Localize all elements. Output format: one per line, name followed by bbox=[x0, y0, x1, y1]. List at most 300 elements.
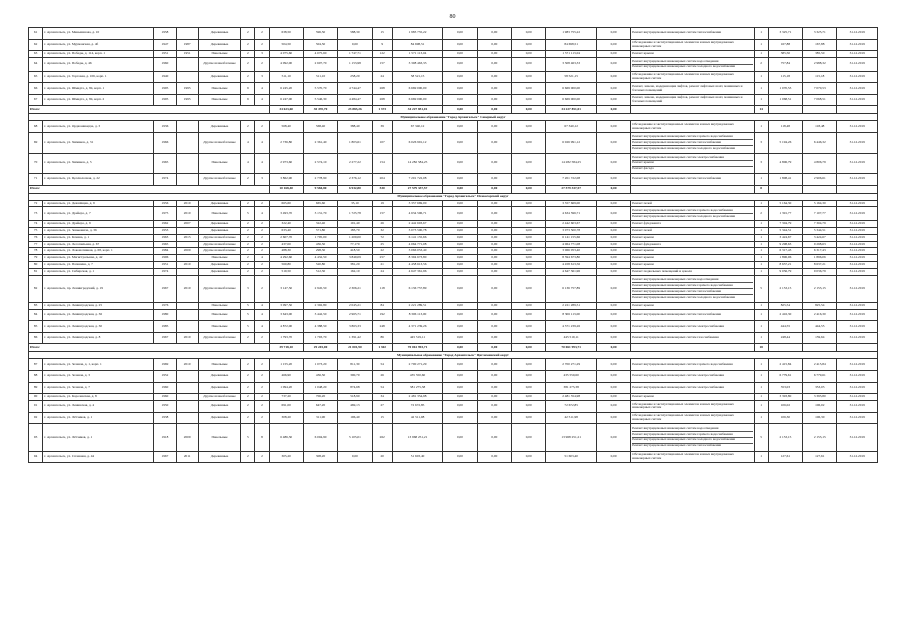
work-types bbox=[631, 371, 754, 383]
floors: 2 bbox=[241, 221, 255, 228]
unit-cost: 1 808,41 bbox=[768, 174, 802, 186]
house-address: г. Архангельск, ул. Сибирская, д. 1 bbox=[43, 268, 154, 275]
work-type-item: Ремонт внутридомовых инженерных систем холодного водоснабжения bbox=[632, 64, 752, 70]
row-number: 70 bbox=[29, 153, 43, 174]
value-c4: 84 698,51 bbox=[546, 39, 597, 51]
value-c5: 0,00 bbox=[596, 382, 630, 394]
value-c1: 0,00 bbox=[443, 221, 477, 228]
value-a1: 4 075,60 bbox=[269, 51, 303, 58]
value-a2: 2 574,10 bbox=[303, 153, 337, 174]
value-c4: 4 064 771,08 bbox=[546, 241, 597, 248]
completion-date: 31.12.2019 bbox=[837, 133, 878, 154]
subtotal-u2 bbox=[803, 344, 837, 352]
value-c2: 0,00 bbox=[477, 94, 511, 106]
value-cost: 1 571 113,04 bbox=[392, 51, 443, 58]
entrances: 2 bbox=[255, 57, 269, 71]
value-a1: 322,40 bbox=[269, 221, 303, 228]
subtotal-a2: 9 584,80 bbox=[303, 185, 337, 193]
value-a2: 571,80 bbox=[303, 227, 337, 234]
work-types bbox=[631, 174, 754, 186]
value-c3: 0,00 bbox=[512, 275, 546, 302]
value-a1: 511,10 bbox=[269, 71, 303, 83]
floors: 2 bbox=[241, 71, 255, 83]
completion-date: 31.12.2019 bbox=[837, 121, 878, 133]
wall-material: Другие шлакоблочные bbox=[198, 234, 240, 241]
value-cost: 445 519,11 bbox=[392, 332, 443, 344]
completion-date: 31.12.2019 bbox=[837, 371, 878, 383]
house-address: г. Архангельск, ул. Кочина, д. 1 bbox=[43, 234, 154, 241]
wall-material: Деревянные bbox=[198, 268, 240, 275]
work-types bbox=[631, 302, 754, 309]
value-cost: 2 442 603,67 bbox=[392, 221, 443, 228]
value-c2: 0,00 bbox=[477, 451, 511, 463]
value-c2: 0,00 bbox=[477, 153, 511, 174]
value-c1: 0,00 bbox=[443, 275, 477, 302]
work-count: 1 bbox=[754, 371, 768, 383]
table-row bbox=[29, 401, 878, 413]
row-number: 93 bbox=[29, 424, 43, 451]
last-repair-year: 1995 bbox=[176, 83, 198, 95]
work-type-item: Ремонт внутридомовых инженерных систем водоотведения bbox=[632, 277, 719, 282]
value-a3: 381,20 bbox=[338, 261, 372, 268]
last-repair-year: 1951 bbox=[176, 51, 198, 58]
value-c1: 0,00 bbox=[443, 302, 477, 309]
value-c5: 0,00 bbox=[596, 451, 630, 463]
value-c4: 381 275,38 bbox=[546, 382, 597, 394]
floors: 2 bbox=[241, 401, 255, 413]
last-repair-year: 2010 bbox=[176, 332, 198, 344]
last-repair-year bbox=[176, 401, 198, 413]
value-c1: 0,00 bbox=[443, 174, 477, 186]
work-types bbox=[631, 382, 754, 394]
max-unit-cost: 385,50 bbox=[803, 51, 837, 58]
value-c3: 0,00 bbox=[512, 382, 546, 394]
value-a1: 308,20 bbox=[269, 412, 303, 424]
last-repair-year: 2010 bbox=[176, 200, 198, 207]
value-a2: 665,60 bbox=[303, 200, 337, 207]
value-a2: 2 778,90 bbox=[303, 174, 337, 186]
work-count: 1 bbox=[754, 412, 768, 424]
value-a2: 2 361,40 bbox=[303, 133, 337, 154]
table-row bbox=[29, 221, 878, 228]
entrances: 2 bbox=[255, 200, 269, 207]
value-a2: 298,30 bbox=[303, 248, 337, 255]
value-c5: 0,00 bbox=[596, 234, 630, 241]
entrances: 4 bbox=[255, 94, 269, 106]
work-type-item: Ремонт фасада bbox=[632, 166, 752, 172]
subtotal-label: Итого: bbox=[29, 344, 270, 352]
work-count: 5 bbox=[754, 424, 768, 451]
value-c4: 51 603,40 bbox=[546, 451, 597, 463]
work-type-item: Ремонт, замена, модернизация лифтов, ремонт лифтовых шахт, машинных и блочных помещений bbox=[632, 83, 743, 92]
house-address: г. Архангельск, ул. Химиков, д. 31 bbox=[43, 133, 154, 154]
value-a2: 706,20 bbox=[303, 394, 337, 401]
value-c1: 0,00 bbox=[443, 234, 477, 241]
floors: 5 bbox=[241, 302, 255, 309]
value-a2: 4 075,60 bbox=[303, 51, 337, 58]
wall-material: Панельные bbox=[198, 207, 240, 221]
last-repair-year: 1987 bbox=[176, 39, 198, 51]
work-count: 1 bbox=[754, 71, 768, 83]
unit-cost: 106,02 bbox=[768, 401, 802, 413]
entrances: 2 bbox=[255, 401, 269, 413]
value-res: 24 bbox=[372, 268, 392, 275]
completion-date: 31.12.2019 bbox=[837, 248, 878, 255]
value-a3: 1 153,98 bbox=[338, 57, 372, 71]
work-type-item: Обследование и эксплуатационных элементов и иных внутридомовых инженерных систем bbox=[632, 413, 734, 421]
value-a3: 191,40 bbox=[338, 221, 372, 228]
build-year: 1969 bbox=[154, 359, 176, 371]
row-number: 64 bbox=[29, 57, 43, 71]
value-a2: 512,30 bbox=[303, 268, 337, 275]
page-number: 80 bbox=[449, 14, 456, 20]
value-a3: 518,90 bbox=[338, 394, 372, 401]
work-count: 3 bbox=[754, 153, 768, 174]
work-count: 1 bbox=[754, 255, 768, 262]
floors: 2 bbox=[241, 394, 255, 401]
value-a1: 1 155,20 bbox=[269, 359, 303, 371]
subtotal-cost: 70 061 993,71 bbox=[392, 344, 443, 352]
last-repair-year: 2009 bbox=[176, 424, 198, 451]
value-c4: 6 026 991,12 bbox=[546, 133, 597, 154]
value-c5: 0,00 bbox=[596, 359, 630, 371]
entrances: 2 bbox=[255, 371, 269, 383]
house-address: г. Архангельск, ул. Зеньковича, д. 36 bbox=[43, 227, 154, 234]
value-cost: 7 201 722,08 bbox=[392, 174, 443, 186]
max-unit-cost: 127,61 bbox=[803, 451, 837, 463]
value-c1: 0,00 bbox=[443, 83, 477, 95]
work-types bbox=[631, 207, 754, 221]
section-header-row bbox=[29, 193, 878, 200]
max-unit-cost: 825,54 bbox=[803, 302, 837, 309]
value-a2: 436,50 bbox=[303, 241, 337, 248]
subtotal-c4: 70 061 993,71 bbox=[546, 344, 597, 352]
house-address: г. Архангельск, ул. Шмидта, д. 84, корп. 2 bbox=[43, 94, 154, 106]
last-repair-year: 2010 bbox=[176, 275, 198, 302]
value-c2: 0,00 bbox=[477, 302, 511, 309]
house-address: г. Архангельск, ул. Дежнёвцев, д. 9 bbox=[43, 200, 154, 207]
max-unit-cost: 2 153,15 bbox=[803, 424, 837, 451]
build-year: 1967 bbox=[154, 275, 176, 302]
entrances: 2 bbox=[255, 382, 269, 394]
subtotal-c5: 0,00 bbox=[596, 185, 630, 193]
work-type-item: Ремонт внутридомовых инженерных систем газоснабжения bbox=[632, 335, 719, 340]
last-repair-year: 2010 bbox=[176, 359, 198, 371]
value-a1: 665,60 bbox=[269, 200, 303, 207]
table-row bbox=[29, 248, 878, 255]
value-c1: 0,00 bbox=[443, 451, 477, 463]
value-c5: 0,00 bbox=[596, 261, 630, 268]
value-c3: 0,00 bbox=[512, 227, 546, 234]
value-cost: 4 458 613,56 bbox=[392, 261, 443, 268]
value-cost: 8 306 113,00 bbox=[392, 309, 443, 321]
work-type-item: Ремонт внутридомовых инженерных систем горячего водоснабжения bbox=[632, 361, 733, 366]
value-cost: 381 275,38 bbox=[392, 382, 443, 394]
value-c3: 0,00 bbox=[512, 321, 546, 333]
work-type-item: Ремонт внутридомовых инженерных систем электроснабжения bbox=[632, 323, 724, 328]
max-unit-cost: 2 415,84 bbox=[803, 359, 837, 371]
work-types bbox=[631, 241, 754, 248]
value-a3: 196,40 bbox=[338, 412, 372, 424]
value-c1: 0,00 bbox=[443, 71, 477, 83]
subtotal-label: Итого: bbox=[29, 106, 270, 114]
work-count: 1 bbox=[754, 248, 768, 255]
value-c1: 0,00 bbox=[443, 51, 477, 58]
max-unit-cost: 106,30 bbox=[803, 412, 837, 424]
table-row bbox=[29, 241, 878, 248]
last-repair-year: 2007 bbox=[176, 221, 198, 228]
value-c3: 0,00 bbox=[512, 234, 546, 241]
value-cost: 435 550,60 bbox=[392, 371, 443, 383]
value-res: 54 bbox=[372, 382, 392, 394]
house-address: г. Архангельск, ул. Дрейера, д. 7 bbox=[43, 207, 154, 221]
value-a2: 568,40 bbox=[303, 121, 337, 133]
value-c5: 0,00 bbox=[596, 268, 630, 275]
value-c3: 0,00 bbox=[512, 241, 546, 248]
value-c2: 0,00 bbox=[477, 255, 511, 262]
last-repair-year bbox=[176, 174, 198, 186]
value-res: 15 bbox=[372, 28, 392, 40]
value-c2: 0,00 bbox=[477, 207, 511, 221]
value-c5: 0,00 bbox=[596, 401, 630, 413]
value-a3: 588,30 bbox=[338, 28, 372, 40]
work-types bbox=[631, 359, 754, 371]
max-unit-cost: 2 906,61 bbox=[803, 174, 837, 186]
work-count: 1 bbox=[754, 359, 768, 371]
completion-date: 31.12.2019 bbox=[837, 382, 878, 394]
value-c4: 6 141 155,66 bbox=[546, 234, 597, 241]
unit-cost: 1 896,06 bbox=[768, 255, 802, 262]
value-c1: 0,00 bbox=[443, 121, 477, 133]
value-c1: 0,00 bbox=[443, 371, 477, 383]
row-number: 75 bbox=[29, 227, 43, 234]
value-c3: 0,00 bbox=[512, 412, 546, 424]
value-c4: 4 647 361,96 bbox=[546, 268, 597, 275]
table-row bbox=[29, 451, 878, 463]
value-c4: 6 669 000,00 bbox=[546, 94, 597, 106]
work-count: 1 bbox=[754, 234, 768, 241]
value-cost: 58 521,15 bbox=[392, 71, 443, 83]
wall-material: Деревянные bbox=[198, 412, 240, 424]
unit-cost: 5 194,26 bbox=[768, 133, 802, 154]
table-row bbox=[29, 371, 878, 383]
table-row bbox=[29, 424, 878, 451]
work-count: 1 bbox=[754, 221, 768, 228]
value-a2: 436,50 bbox=[303, 371, 337, 383]
floors: 2 bbox=[241, 261, 255, 268]
value-c3: 0,00 bbox=[512, 83, 546, 95]
value-a1: 4 872,00 bbox=[269, 321, 303, 333]
max-unit-cost: 2 153,15 bbox=[803, 275, 837, 302]
value-c5: 0,00 bbox=[596, 412, 630, 424]
completion-date: 31.12.2019 bbox=[837, 227, 878, 234]
completion-date: 31.12.2019 bbox=[837, 309, 878, 321]
build-year: 1995 bbox=[154, 94, 176, 106]
value-c4: 1 983 755,22 bbox=[546, 28, 597, 40]
house-address: г. Архангельск, ул. Лесопильная, д. 67 bbox=[43, 241, 154, 248]
table-row bbox=[29, 394, 878, 401]
house-address: г. Архангельск, ул. Меньшинова, д. 10 bbox=[43, 28, 154, 40]
table-row bbox=[29, 275, 878, 302]
house-address: г. Архангельск, ул. Сплавная, д. 44 bbox=[43, 451, 154, 463]
value-c4: 4 634 596,71 bbox=[546, 207, 597, 221]
build-year: 1965 bbox=[154, 241, 176, 248]
value-cost: 42 511,98 bbox=[392, 412, 443, 424]
unit-cost: 1 391,77 bbox=[768, 207, 802, 221]
work-type-item: Ремонт печей bbox=[632, 200, 652, 205]
value-c1: 0,00 bbox=[443, 394, 477, 401]
wall-material: Деревянные bbox=[198, 221, 240, 228]
unit-cost: 8 637,21 bbox=[768, 261, 802, 268]
value-a1: 466,90 bbox=[269, 371, 303, 383]
wall-material: Другие шлакоблочные bbox=[198, 57, 240, 71]
value-c2: 0,00 bbox=[477, 57, 511, 71]
work-type-item: Обследование и эксплуатационных элементов и иных внутридомовых инженерных систем bbox=[632, 401, 734, 410]
value-c4: 3 357 669,00 bbox=[546, 200, 597, 207]
subtotal-work-count: 18 bbox=[754, 344, 768, 352]
max-unit-cost: 4 806,79 bbox=[803, 153, 837, 174]
work-type-item: Ремонт фундамента bbox=[632, 241, 661, 246]
value-cost: 6 669 000,00 bbox=[392, 94, 443, 106]
value-c2: 0,00 bbox=[477, 227, 511, 234]
wall-material: Деревянные bbox=[198, 382, 240, 394]
work-type-item: Ремонт внутридомовых инженерных систем электроснабжения bbox=[632, 373, 724, 378]
value-res: 262 bbox=[372, 424, 392, 451]
wall-material: Другие шлакоблочные bbox=[198, 174, 240, 186]
wall-material: Деревянные bbox=[198, 28, 240, 40]
build-year: 1967 bbox=[154, 332, 176, 344]
build-year: 1975 bbox=[154, 207, 176, 221]
floors: 2 bbox=[241, 28, 255, 40]
floors: 2 bbox=[241, 241, 255, 248]
entrances: 4 bbox=[255, 153, 269, 174]
house-address: г. Архангельск, ул. Торговая, д. 106, корп. 1 bbox=[43, 71, 154, 83]
max-unit-cost: 6 779,61 bbox=[803, 371, 837, 383]
last-repair-year bbox=[176, 394, 198, 401]
value-c2: 0,00 bbox=[477, 371, 511, 383]
value-a1: 3 097,50 bbox=[269, 302, 303, 309]
entrances: 2 bbox=[255, 248, 269, 255]
value-a1: 2 607,70 bbox=[269, 234, 303, 241]
value-c2: 0,00 bbox=[477, 71, 511, 83]
wall-material: Панельные bbox=[198, 83, 240, 95]
last-repair-year: 2010 bbox=[176, 261, 198, 268]
value-res: 86 bbox=[372, 332, 392, 344]
value-a2: 308,20 bbox=[303, 451, 337, 463]
value-a3: 1 725,78 bbox=[338, 207, 372, 221]
value-c4: 72 672,85 bbox=[546, 401, 597, 413]
work-type-item: Ремонт внутридомовых инженерных систем холодного водоснабжения bbox=[632, 213, 752, 219]
value-a3: 258,20 bbox=[338, 71, 372, 83]
subtotal-c3: 0,00 bbox=[512, 185, 546, 193]
house-address: г. Архангельск, ул. Лётчиков, д. 1 bbox=[43, 424, 154, 451]
value-a1: 3 643,00 bbox=[269, 309, 303, 321]
subtotal-date bbox=[837, 185, 878, 193]
max-unit-cost: 7 068,51 bbox=[803, 94, 837, 106]
work-type-item: Ремонт внутридомовых инженерных систем горячего водоснабжения bbox=[632, 207, 733, 212]
entrances: 8 bbox=[255, 424, 269, 451]
value-c3: 0,00 bbox=[512, 221, 546, 228]
completion-date: 31.12.2019 bbox=[837, 451, 878, 463]
value-c5: 0,00 bbox=[596, 255, 630, 262]
value-a1: 3 147,50 bbox=[269, 275, 303, 302]
value-a2: 1 793,70 bbox=[303, 332, 337, 344]
work-types bbox=[631, 394, 754, 401]
value-res: 22 bbox=[372, 248, 392, 255]
row-number: 94 bbox=[29, 451, 43, 463]
value-c3: 0,00 bbox=[512, 451, 546, 463]
value-a1: 519,50 bbox=[269, 268, 303, 275]
work-count: 1 bbox=[754, 39, 768, 51]
work-type-item: Ремонт внутридомовых инженерных систем теплоснабжения bbox=[632, 443, 752, 449]
completion-date: 31.12.2019 bbox=[837, 57, 878, 71]
section-title: Муниципальное образование "Город Архангельск" Северный округ bbox=[29, 114, 878, 121]
row-number: 74 bbox=[29, 221, 43, 228]
row-number: 86 bbox=[29, 332, 43, 344]
table-row bbox=[29, 94, 878, 106]
floors: 2 bbox=[241, 255, 255, 262]
build-year: 1974 bbox=[154, 268, 176, 275]
last-repair-year: 2011 bbox=[176, 451, 198, 463]
entrances: 2 bbox=[255, 121, 269, 133]
table-row bbox=[29, 83, 878, 95]
subtotal-c5: 0,00 bbox=[596, 344, 630, 352]
value-c4: 8 306 113,00 bbox=[546, 309, 597, 321]
work-type-item: Ремонт внутридомовых инженерных систем теплоснабжения bbox=[632, 139, 752, 145]
entrances: 2 bbox=[255, 275, 269, 302]
entrances: 2 bbox=[255, 234, 269, 241]
work-type-item: Ремонт крыши bbox=[632, 160, 752, 166]
work-types bbox=[631, 28, 754, 40]
house-address: г. Архангельск, ул. Победы, д. 114, корп. 1 bbox=[43, 51, 154, 58]
completion-date: 31.12.2019 bbox=[837, 359, 878, 371]
work-types bbox=[631, 309, 754, 321]
table-row bbox=[29, 234, 878, 241]
floors: 4 bbox=[241, 153, 255, 174]
section-title: Муниципальное образование "Город Архангельск" Исакогорский округ bbox=[29, 193, 878, 200]
last-repair-year: 2010 bbox=[176, 207, 198, 221]
floors: 9 bbox=[241, 94, 255, 106]
subtotal-label: Итого: bbox=[29, 185, 270, 193]
wall-material: Другие шлакоблочные bbox=[198, 275, 240, 302]
value-a1: 2 736,80 bbox=[269, 133, 303, 154]
value-a3: 2 277,22 bbox=[338, 153, 372, 174]
subtotal-u1 bbox=[768, 106, 802, 114]
value-a3: 874,68 bbox=[338, 382, 372, 394]
value-c4: 445 519,11 bbox=[546, 332, 597, 344]
table-row bbox=[29, 359, 878, 371]
row-number: 78 bbox=[29, 248, 43, 255]
wall-material: Панельные bbox=[198, 302, 240, 309]
work-types bbox=[631, 401, 754, 413]
build-year: 1951 bbox=[154, 51, 176, 58]
value-c4: 67 340,12 bbox=[546, 121, 597, 133]
last-repair-year bbox=[176, 321, 198, 333]
work-type-item: Обследование и эксплуатационных элементов и иных внутридомовых инженерных систем bbox=[632, 121, 734, 130]
value-res: 25 bbox=[372, 241, 392, 248]
work-types bbox=[631, 133, 754, 154]
subtotal-a1: 39 718,10 bbox=[269, 344, 303, 352]
max-unit-cost: 3 325,71 bbox=[803, 28, 837, 40]
value-res: 26 bbox=[372, 221, 392, 228]
value-c1: 0,00 bbox=[443, 401, 477, 413]
table-row bbox=[29, 28, 878, 40]
build-year: 1960 bbox=[154, 394, 176, 401]
entrances: 2 bbox=[255, 268, 269, 275]
work-type-item: Ремонт внутридомовых инженерных систем водоотведения bbox=[632, 425, 719, 430]
subtotal-works bbox=[631, 106, 754, 114]
value-res: 192 bbox=[372, 309, 392, 321]
